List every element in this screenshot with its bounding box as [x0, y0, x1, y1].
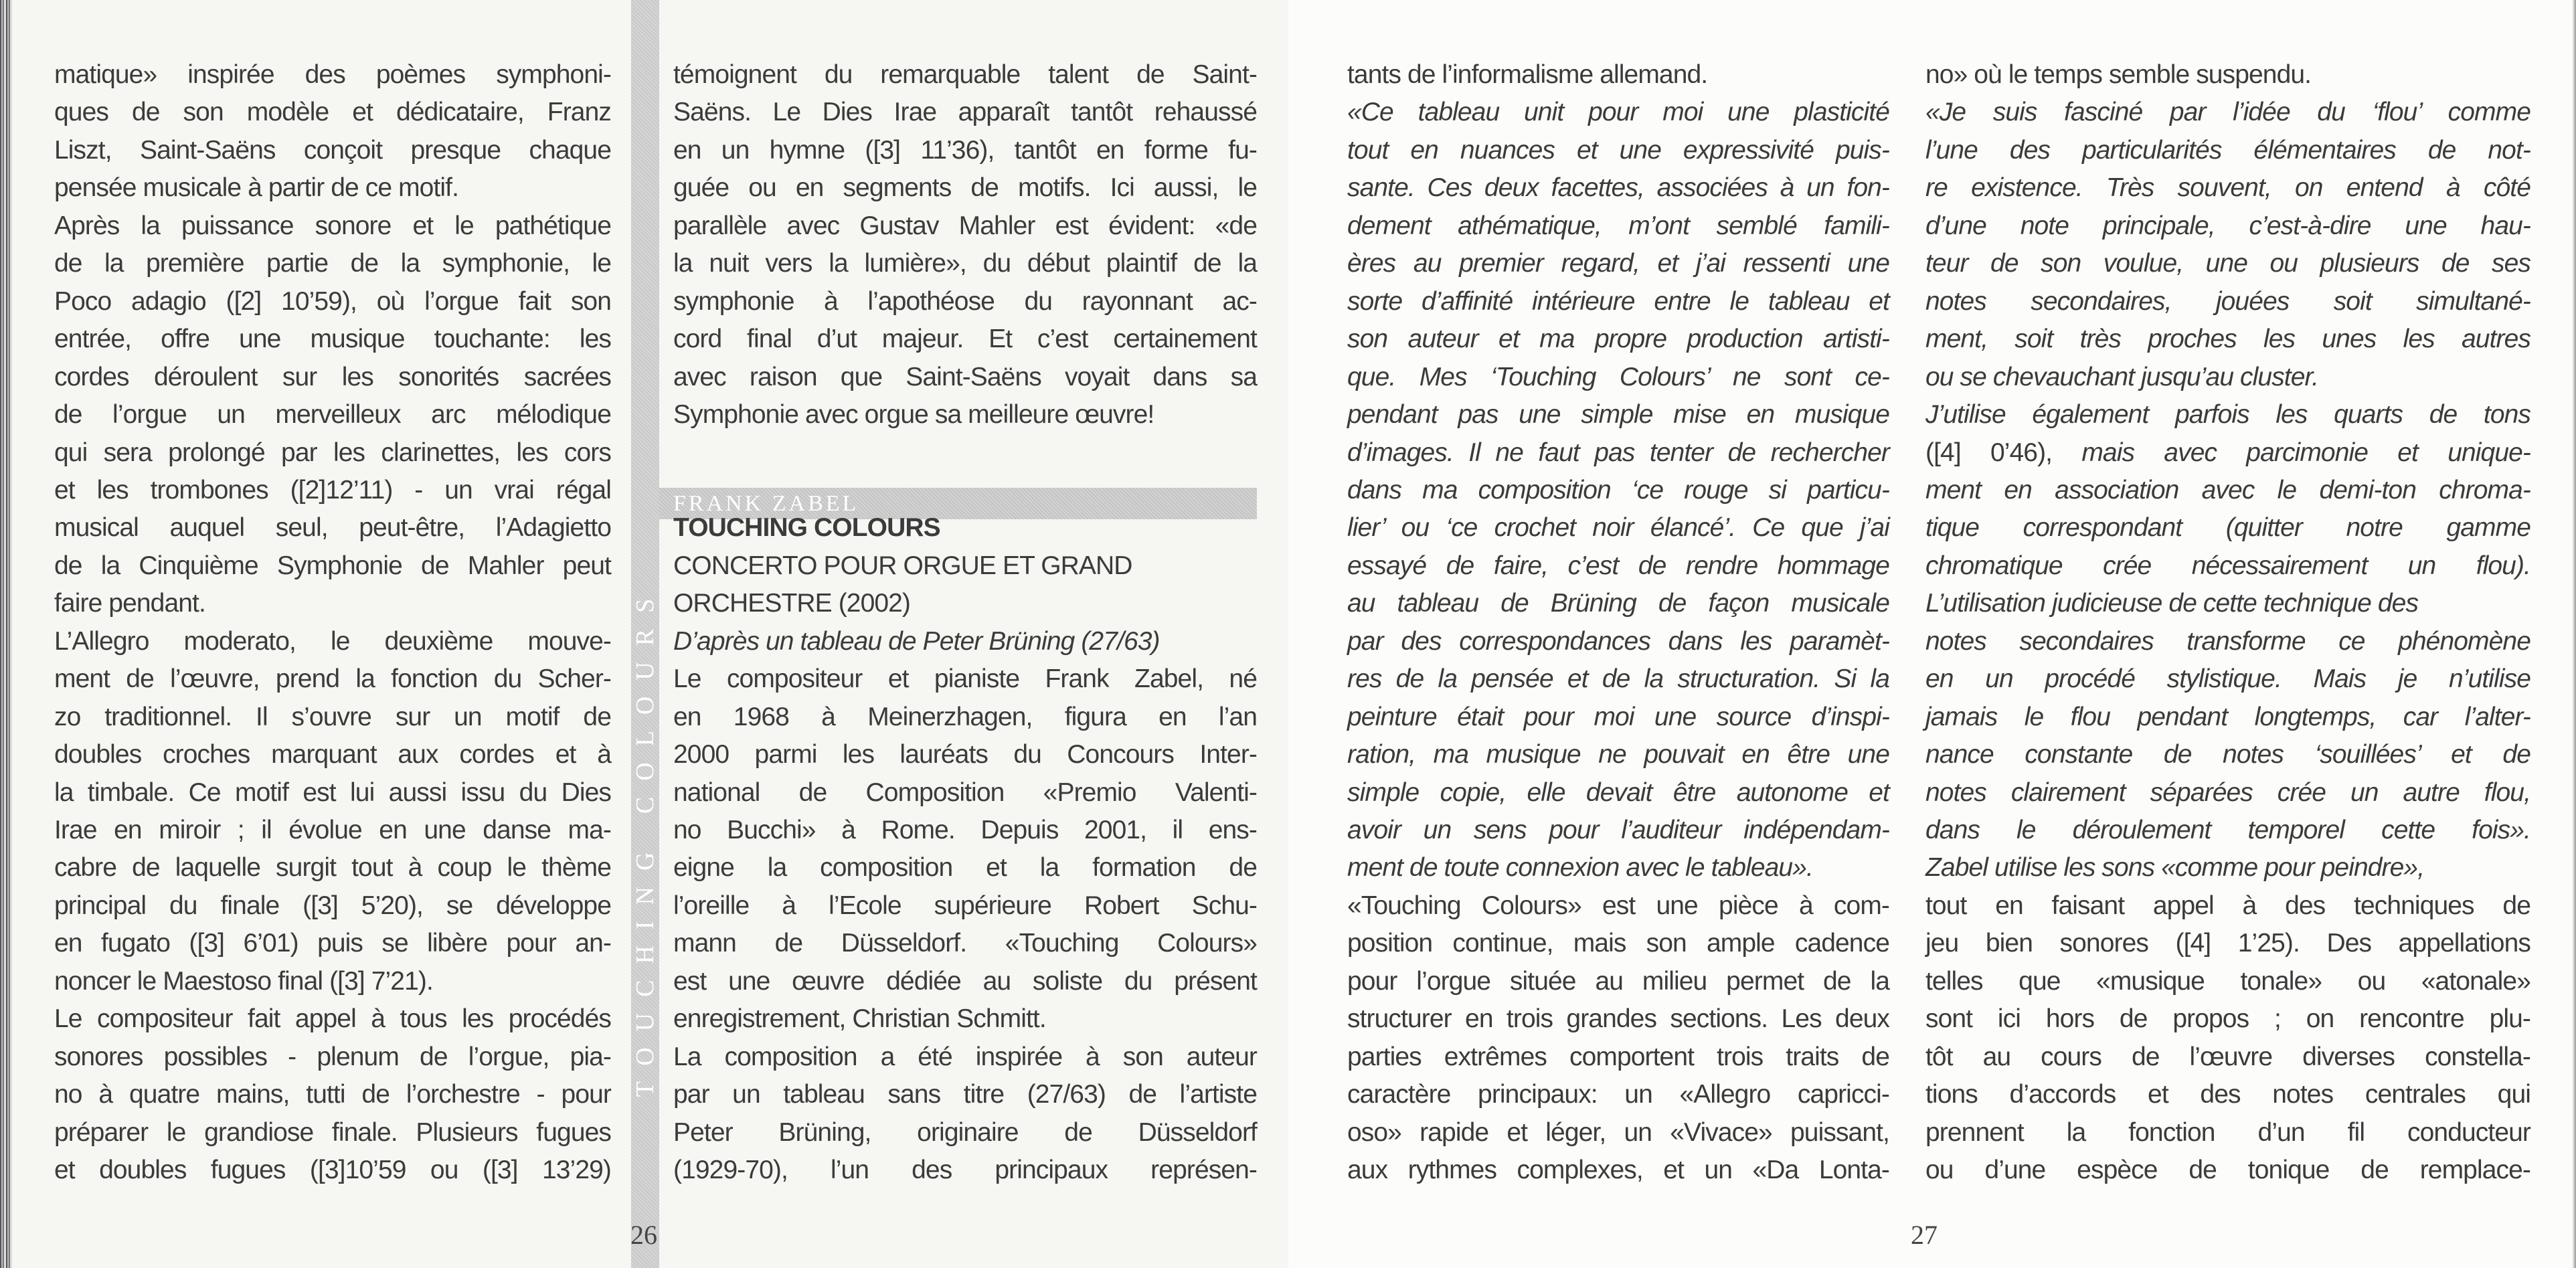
text-line: l’oreille à l’Ecole supérieure Robert Schu-	[673, 891, 1257, 920]
text-line: La composition a été inspirée à son auteur	[673, 1042, 1257, 1071]
text-line: ou d’une espèce de tonique de remplace-	[1925, 1156, 2530, 1185]
text-line: guée ou en segments de motifs. Ici aussi, le	[673, 173, 1257, 203]
text-line: faire pendant.	[54, 589, 205, 618]
text-line: symphonie à l’apothéose du rayonnant ac-	[673, 286, 1257, 316]
text-line: ères au premier regard, et j’ai ressenti une	[1347, 249, 1889, 278]
text-line: dans le déroulement temporel cette fois».	[1925, 816, 2530, 844]
text-line: eigne la composition et la formation de	[673, 853, 1257, 883]
text-line: Liszt, Saint-Saëns conçoit presque chaque	[54, 135, 611, 165]
text-line: noncer le Maestoso final ([3] 7’21).	[54, 966, 433, 996]
text-line: Peter Brüning, originaire de Düsseldorf	[673, 1117, 1257, 1147]
text-line: sorte d’affinité intérieure entre le tableau et	[1347, 286, 1889, 316]
text-line: doubles croches marquant aux cordes et à	[54, 740, 611, 769]
text-line: aux rythmes complexes, et un «Da Lonta-	[1347, 1156, 1889, 1185]
text-line: tants de l’informalisme allemand.	[1347, 60, 1708, 89]
text-line: Irae en miroir ; il évolue en une danse ma-	[54, 816, 611, 844]
text-line: Zabel utilise les sons «comme pour peindre»,	[1925, 853, 2425, 883]
text-line: notes clairement séparées crée un autre flou,	[1925, 778, 2530, 807]
text-line: res de la pensée et de la structuration. Si la	[1347, 664, 1889, 694]
text-line: musical auquel seul, peut-être, l’Adagietto	[54, 513, 611, 543]
text-line: notes secondaires, jouées soit simultané-	[1925, 286, 2530, 316]
text-line: no à quatre mains, tutti de l’orchestre - pour	[54, 1080, 611, 1109]
text-line: en 1968 à Meinerzhagen, figura en l’an	[673, 702, 1257, 731]
text-line: notes secondaires transforme ce phénomène	[1925, 626, 2530, 656]
text-line: zo traditionnel. Il s’ouvre sur un motif de	[54, 702, 611, 731]
book-spine	[0, 0, 12, 1268]
text-line: chromatique crée nécessairement un flou).	[1925, 551, 2530, 580]
composer-name: FRANK ZABEL	[673, 491, 859, 516]
vertical-section-title: TOUCHING COLOURS	[631, 582, 659, 1097]
text-line: témoignent du remarquable talent de Saint-	[673, 60, 1257, 89]
text-line: tique correspondant (quitter notre gamme	[1925, 513, 2530, 543]
text-line: parties extrêmes comportent trois traits de	[1347, 1042, 1889, 1071]
text-line: avoir un sens pour l’auditeur indépendam-	[1347, 816, 1889, 844]
text-line: simple copie, elle devait être autonome et	[1347, 778, 1889, 807]
text-line: no Bucchi» à Rome. Depuis 2001, il ens-	[673, 816, 1257, 844]
text-line: peinture était pour moi une source d’inspi-	[1347, 702, 1889, 731]
text-line: parallèle avec Gustav Mahler est évident: «de	[673, 211, 1257, 240]
text-line: que. Mes ‘Touching Colours’ ne sont ce-	[1347, 362, 1889, 391]
text-line: de la Cinquième Symphonie de Mahler peut	[54, 551, 611, 580]
text-line: par un tableau sans titre (27/63) de l’artiste	[673, 1080, 1257, 1109]
text-line: l’une des particularités élémentaires de not-	[1925, 135, 2530, 165]
page-number-right: 27	[1911, 1220, 1938, 1250]
text-line: jamais le flou pendant longtemps, car l’alter-	[1925, 702, 2530, 731]
text-line: entrée, offre une musique touchante: les	[54, 325, 611, 354]
text-line: caractère principaux: un «Allegro capricci-	[1347, 1080, 1889, 1109]
italic-text: mais avec parcimonie et unique-	[2081, 438, 2531, 467]
text-line: Symphonie avec orgue sa meilleure œuvre!	[673, 400, 1154, 430]
text-line: telles que «musique tonale» ou «atonale»	[1925, 966, 2530, 996]
text-line: au tableau de Brüning de façon musicale	[1347, 589, 1889, 618]
text-line: de l’orgue un merveilleux arc mélodique	[54, 400, 611, 430]
text-line: sont ici hors de propos ; on rencontre plu-	[1925, 1004, 2530, 1034]
text-line: L’utilisation judicieuse de cette technique des	[1925, 589, 2419, 618]
text-line: Saëns. Le Dies Irae apparaît tantôt rehaussé	[673, 98, 1257, 127]
text-line: prennent la fonction d’un fil conducteur	[1925, 1117, 2530, 1147]
text-line: «Touching Colours» est une pièce à com-	[1347, 891, 1889, 920]
text-line: Après la puissance sonore et le pathétique	[54, 211, 611, 240]
text-line: son auteur et ma propre production artisti-	[1347, 325, 1889, 354]
text-line: cord final d’ut majeur. Et c’est certainement	[673, 325, 1257, 354]
text-line: matique» inspirée des poèmes symphoni-	[54, 60, 611, 89]
text-line: re existence. Très souvent, on entend à côté	[1925, 173, 2530, 203]
text-line: en fugato ([3] 6’01) puis se libère pour an-	[54, 929, 611, 958]
text-line: «Ce tableau unit pour moi une plasticité	[1347, 98, 1889, 127]
text-line: sante. Ces deux facettes, associées à un fon-	[1347, 173, 1889, 203]
text-line: pour l’orgue située au milieu permet de la	[1347, 966, 1889, 996]
timecode: ([4] 0’46),	[1925, 438, 2053, 467]
text-line: jeu bien sonores ([4] 1’25). Des appellations	[1925, 929, 2530, 958]
text-line	[1925, 434, 2530, 472]
text-line: ques de son modèle et dédicataire, Franz	[54, 98, 611, 127]
text-line: d’images. Il ne faut pas tenter de rechercher	[1347, 438, 1889, 467]
text-line: ment en association avec le demi-ton chroma-	[1925, 475, 2530, 505]
text-line: national de Composition «Premio Valenti-	[673, 778, 1257, 807]
text-line: pendant pas une simple mise en musique	[1347, 400, 1889, 430]
text-line: teur de son voulue, une ou plusieurs de ses	[1925, 249, 2530, 278]
text-line: L’Allegro moderato, le deuxième mouve-	[54, 626, 611, 656]
page-number-left: 26	[630, 1220, 657, 1250]
text-line: et les trombones ([2]12’11) - un vrai régal	[54, 475, 611, 505]
text-line: mann de Düsseldorf. «Touching Colours»	[673, 929, 1257, 958]
page-edge	[2572, 0, 2576, 1268]
text-line: tions d’accords et des notes centrales qui	[1925, 1080, 2530, 1109]
text-line: en un procédé stylistique. Mais je n’utilise	[1925, 664, 2530, 694]
text-line: de la première partie de la symphonie, le	[54, 249, 611, 278]
text-line: principal du finale ([3] 5’20), se développe	[54, 891, 611, 920]
text-line: ment de l’œuvre, prend la fonction du Scher-	[54, 664, 611, 694]
text-line: J’utilise également parfois les quarts de tons	[1925, 400, 2530, 430]
text-line: Le compositeur fait appel à tous les procédés	[54, 1004, 611, 1034]
text-line: «Je suis fasciné par l’idée du ‘flou’ comme	[1925, 98, 2530, 127]
text-line: no» où le temps semble suspendu.	[1925, 60, 2312, 89]
text-line: structurer en trois grandes sections. Les deux	[1347, 1004, 1889, 1034]
text-line: ration, ma musique ne pouvait en être une	[1347, 740, 1889, 769]
text-line: d’une note principale, c’est-à-dire une hau-	[1925, 211, 2530, 240]
text-line: lier’ ou ‘ce crochet noir élancé’. Ce que j’ai	[1347, 513, 1889, 543]
text-line: dans ma composition ‘ce rouge si particu-	[1347, 475, 1889, 505]
text-line: oso» rapide et léger, un «Vivace» puissant,	[1347, 1117, 1889, 1147]
text-line: nance constante de notes ‘souillées’ et de	[1925, 740, 2530, 769]
text-line: tout en nuances et une expressivité puis-	[1347, 135, 1889, 165]
text-line: ment de toute connexion avec le tableau».	[1347, 853, 1813, 883]
text-line: préparer le grandiose finale. Plusieurs fugues	[54, 1117, 611, 1147]
text-line: et doubles fugues ([3]10’59 ou ([3] 13’29)	[54, 1156, 611, 1185]
text-line: CONCERTO POUR ORGUE ET GRAND	[673, 551, 1132, 580]
text-line: par des correspondances dans les paramèt-	[1347, 626, 1889, 656]
text-line: ou se chevauchant jusqu’au cluster.	[1925, 362, 2319, 391]
text-line: position continue, mais son ample cadence	[1347, 929, 1889, 958]
text-line: essayé de faire, c’est de rendre hommage	[1347, 551, 1889, 580]
text-line: dement athématique, m’ont semblé famili-	[1347, 211, 1889, 240]
text-line: D’après un tableau de Peter Brüning (27/63)	[673, 626, 1160, 656]
text-line: tôt au cours de l’œuvre diverses constella-	[1925, 1042, 2530, 1071]
text-line: Poco adagio ([2] 10’59), où l’orgue fait son	[54, 286, 611, 316]
text-line: est une œuvre dédiée au soliste du présent	[673, 966, 1257, 996]
text-line: tout en faisant appel à des techniques de	[1925, 891, 2530, 920]
text-line: enregistrement, Christian Schmitt.	[673, 1004, 1046, 1034]
text-line: pensée musicale à partir de ce motif.	[54, 173, 459, 203]
text-line: Le compositeur et pianiste Frank Zabel, né	[673, 664, 1257, 694]
text-line: ment, soit très proches les unes les autres	[1925, 325, 2530, 354]
text-line: cordes déroulent sur les sonorités sacrées	[54, 362, 611, 391]
text-line: qui sera prolongé par les clarinettes, les cors	[54, 438, 611, 467]
text-line: TOUCHING COLOURS	[673, 513, 940, 543]
text-line: la nuit vers la lumière», du début plaintif de la	[673, 249, 1257, 278]
text-line: la timbale. Ce motif est lui aussi issu du Dies	[54, 778, 611, 807]
text-line: 2000 parmi les lauréats du Concours Inter-	[673, 740, 1257, 769]
text-line: ORCHESTRE (2002)	[673, 589, 911, 618]
text-line: (1929-70), l’un des principaux représen-	[673, 1156, 1257, 1185]
text-line: avec raison que Saint-Saëns voyait dans sa	[673, 362, 1257, 391]
text-line: sonores possibles - plenum de l’orgue, pia-	[54, 1042, 611, 1071]
text-line: cabre de laquelle surgit tout à coup le thème	[54, 853, 611, 883]
text-line: en un hymne ([3] 11’36), tantôt en forme fu-	[673, 135, 1257, 165]
